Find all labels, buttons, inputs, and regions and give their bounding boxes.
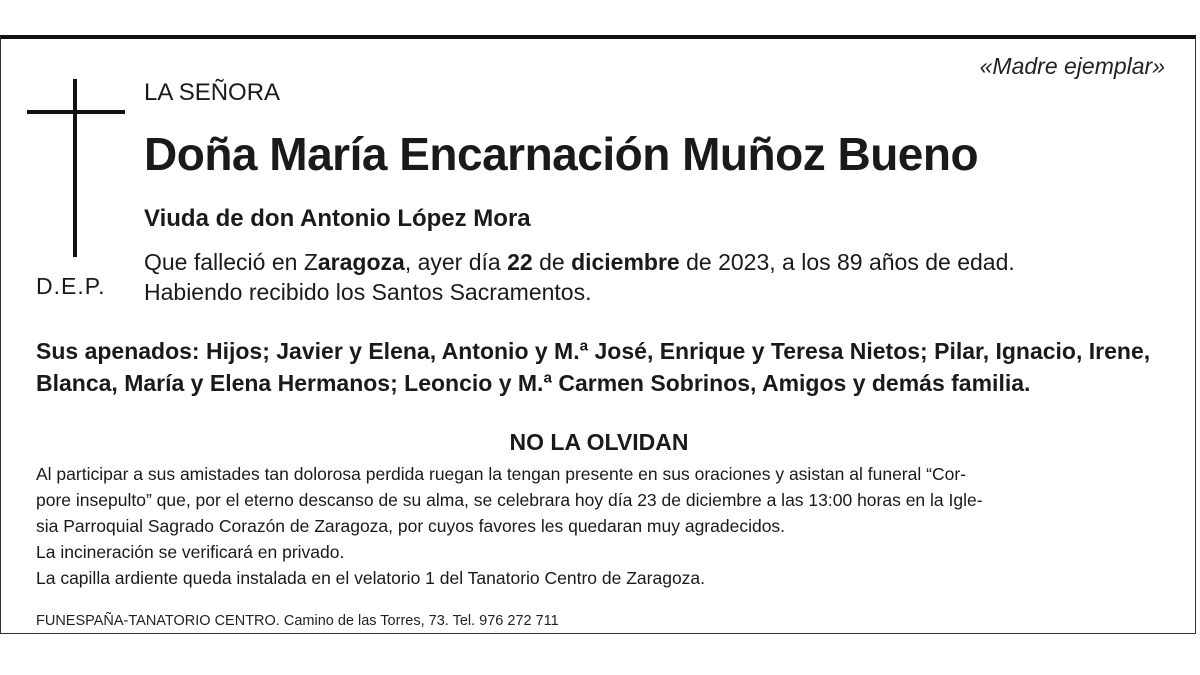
widow-line: Viuda de don Antonio López Mora	[144, 205, 531, 232]
obituary-notice	[0, 35, 1196, 634]
death-line-1: Que falleció en Zaragoza, ayer día 22 de diciembre de 2023, a los 89 años de edad.	[144, 249, 1015, 275]
funeral-line: pore insepulto” que, por el eterno descanso de su alma, se celebrara hoy día 23 de diciembre a las 13:00 horas en la Igle-	[36, 490, 983, 510]
funeral-home-footer: FUNESPAÑA-TANATORIO CENTRO. Camino de las Torres, 73. Tel. 976 272 711	[36, 613, 559, 629]
cross-icon-bar	[27, 110, 125, 114]
cross-icon	[73, 79, 77, 257]
funeral-line: La capilla ardiente queda instalada en el velatorio 1 del Tanatorio Centro de Zaragoza.	[36, 568, 706, 588]
funeral-line: La incineración se verificará en privado.	[36, 542, 345, 562]
dep-label: D.E.P.	[36, 273, 106, 299]
death-month: diciembre	[571, 249, 680, 275]
funeral-line: sia Parroquial Sagrado Corazón de Zaragoza, por cuyos favores les quedaran muy agradecidos.	[36, 516, 786, 536]
funeral-line: Al participar a sus amistades tan dolorosa perdida ruegan la tengan presente en sus oraciones y asistan al funeral “Cor-	[36, 464, 966, 484]
funeral-info	[36, 461, 1181, 591]
death-city: aragoza	[317, 249, 405, 275]
death-details	[144, 247, 1184, 307]
intro-label: LA SEÑORA	[144, 79, 281, 106]
family-list: Sus apenados: Hijos; Javier y Elena, Antonio y M.ª José, Enrique y Teresa Nietos; Pilar, Ignacio, Irene, Blanca, María y Elena Hermanos; Leoncio y M.ª Carmen Sobrinos, Amigos y demás familia.	[36, 338, 1151, 396]
motto: «Madre ejemplar»	[979, 53, 1165, 79]
no-la-olvidan: NO LA OLVIDAN	[509, 429, 689, 455]
death-line-2: Habiendo recibido los Santos Sacramentos.	[144, 279, 592, 305]
deceased-name: Doña María Encarnación Muñoz Bueno	[144, 128, 979, 180]
death-day: 22	[507, 249, 533, 275]
